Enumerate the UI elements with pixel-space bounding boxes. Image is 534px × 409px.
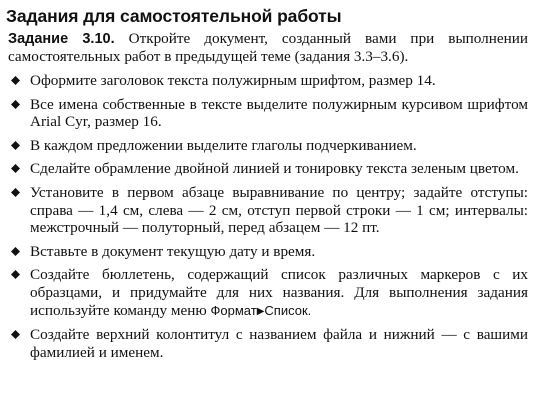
list-item <box>6 326 528 361</box>
menu-command-list: Список. <box>264 302 312 318</box>
diamond-bullet-icon <box>11 100 20 109</box>
list-item-text: Сделайте обрамление двойной линией и тонировку текста зеленым цветом. <box>30 160 519 178</box>
diamond-bullet-icon <box>11 76 20 85</box>
list-item-text: В каждом предложении выделите глаголы подчеркиванием. <box>30 136 417 154</box>
list-item-text: Установите в первом абзаце выравнивание по центру; задайте отступы: справа — 1,4 см, слева — 2 см, отступ первой строки — 1 см; интервалы: межстрочный — полуторный, перед абзацем — 12 пт. <box>30 183 528 237</box>
list-item <box>6 266 528 320</box>
menu-arrow-icon: ▶ <box>256 305 265 317</box>
diamond-bullet-icon <box>11 247 20 256</box>
diamond-bullet-icon <box>11 270 20 279</box>
list-item <box>6 72 528 90</box>
menu-command-format: Формат <box>210 302 257 318</box>
list-item-text: Создайте бюллетень, содержащий список различных маркеров с их образцами, и придумайте для них названия. Для выполнения задания используйте команду меню <box>30 266 528 319</box>
diamond-bullet-icon <box>11 141 20 150</box>
document-page <box>6 4 528 367</box>
section-heading: Задания для самостоятельной работы <box>6 6 342 26</box>
list-item-text: Вставьте в документ текущую дату и время. <box>30 242 316 260</box>
list-item-text: Оформите заголовок текста полужирным шрифтом, размер 14. <box>30 72 436 89</box>
list-item <box>6 160 528 178</box>
task-paragraph <box>6 30 528 66</box>
list-item <box>6 243 528 261</box>
diamond-bullet-icon <box>11 330 20 339</box>
list-item-text: Все имена собственные в тексте выделите полужирным курсивом шрифтом Arial Cyr, размер 16. <box>30 95 528 131</box>
list-item <box>6 96 528 131</box>
list-item <box>6 137 528 155</box>
diamond-bullet-icon <box>11 188 20 197</box>
task-label: Задание 3.10. <box>8 31 115 47</box>
list-item <box>6 184 528 237</box>
task-bullet-list <box>6 72 528 361</box>
list-item-text: Создайте верхний колонтитул с названием файла и нижний — с вашими фамилией и именем. <box>30 326 528 361</box>
task-text: Откройте документ, созданный вами при выполнении самостоятельных работ в предыдущей теме (задания 3.3–3.6). <box>8 30 528 65</box>
diamond-bullet-icon <box>11 164 20 173</box>
